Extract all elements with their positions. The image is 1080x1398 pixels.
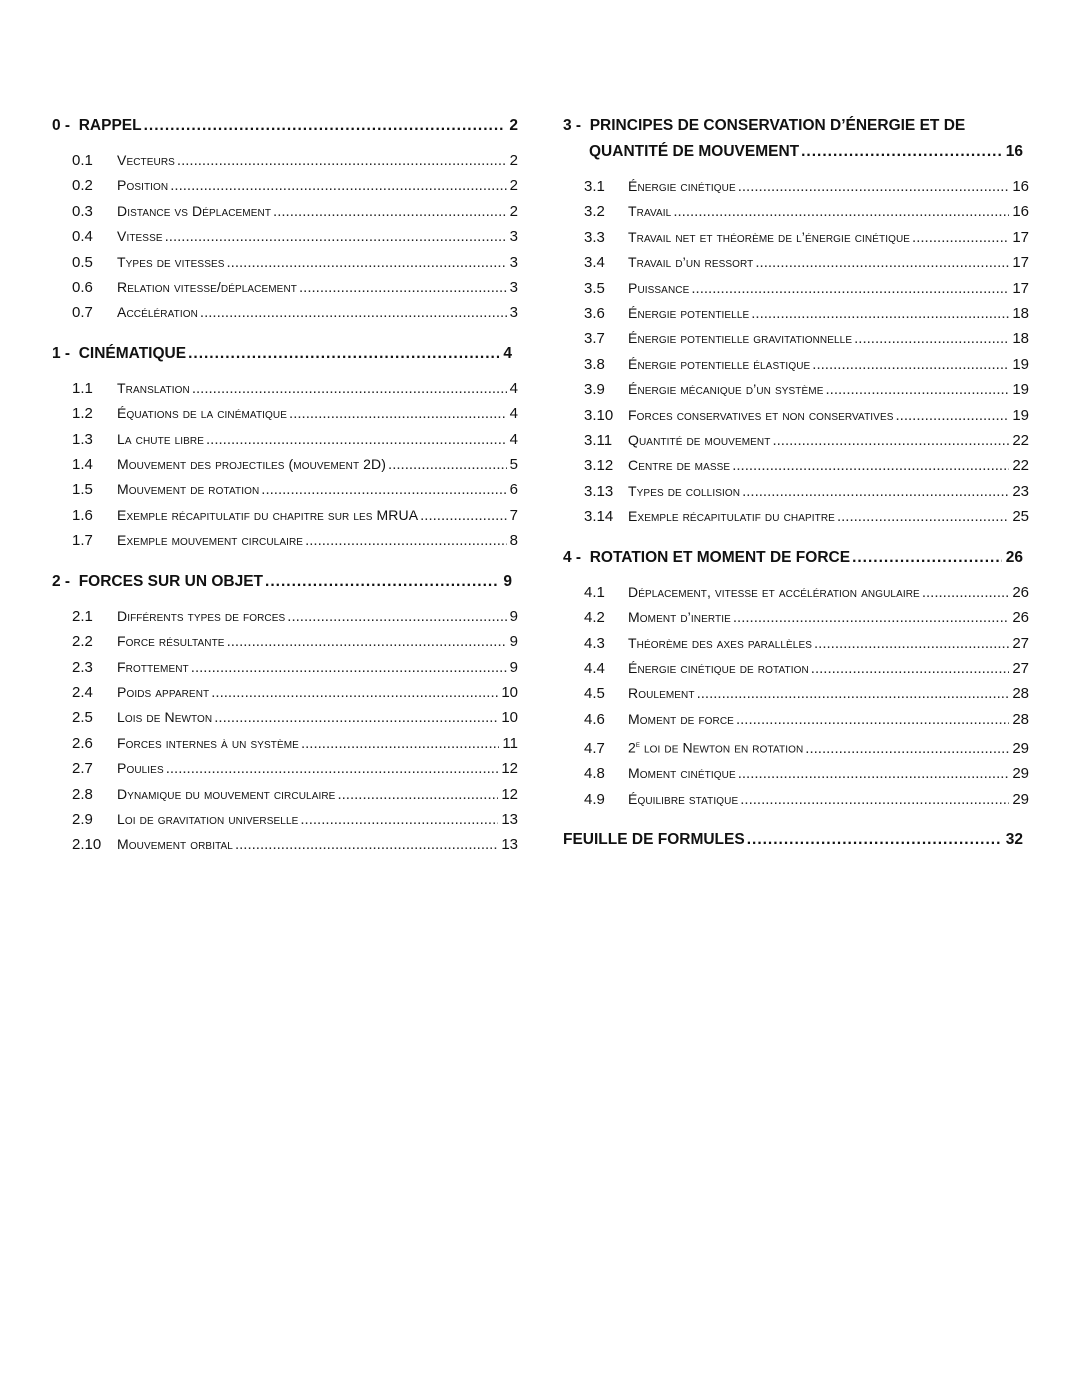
- toc-item[interactable]: [563, 174, 1029, 199]
- item-number: 3.13: [584, 482, 614, 500]
- item-page: 12: [501, 760, 518, 778]
- item-title: Travail: [628, 203, 672, 220]
- item-page: 9: [509, 607, 518, 625]
- item-page: 19: [1012, 406, 1029, 424]
- item-number: 4.1: [584, 583, 605, 601]
- item-number: 4.2: [584, 609, 605, 627]
- item-title: Centre de masse: [628, 457, 731, 474]
- item-title: Loi de gravitation universelle: [117, 810, 299, 827]
- item-number: 2.9: [72, 810, 93, 828]
- chapter-title: CINÉMATIQUE: [78, 344, 187, 362]
- item-number: 1.4: [72, 456, 93, 474]
- dot-leader: [300, 807, 498, 832]
- item-number: 4.8: [584, 765, 605, 783]
- item-title: Roulement: [628, 685, 695, 702]
- dot-leader: [206, 427, 507, 452]
- item-title: Exemple récapitulatif du chapitre: [628, 508, 835, 525]
- dot-leader: [772, 428, 1009, 453]
- dot-leader: [814, 631, 1009, 656]
- item-number: 4.7: [584, 739, 605, 757]
- item-number: 2.7: [72, 760, 93, 778]
- dot-leader: [747, 827, 1002, 853]
- dot-leader: [738, 761, 1010, 786]
- item-page: 29: [1012, 790, 1029, 808]
- toc-item[interactable]: [52, 680, 518, 705]
- item-title: Translation: [117, 379, 190, 396]
- item-number: 1.6: [72, 506, 93, 524]
- dot-leader: [170, 173, 506, 198]
- item-title: Énergie mécanique d’un système: [628, 381, 824, 398]
- item-title: Déplacement, vitesse et accélération angulaire: [628, 583, 920, 600]
- dot-leader: [912, 225, 1009, 250]
- toc-item[interactable]: [563, 352, 1029, 377]
- toc-section-4: [563, 580, 1029, 812]
- item-number: 3.6: [584, 305, 605, 323]
- item-title: Lois de Newton: [117, 709, 213, 726]
- item-page: 29: [1012, 739, 1029, 757]
- toc-item[interactable]: [563, 453, 1029, 478]
- dot-leader: [214, 705, 498, 730]
- dot-leader: [299, 275, 507, 300]
- item-title: Puissance: [628, 279, 690, 296]
- toc-item[interactable]: [563, 580, 1029, 605]
- toc-section-3: [563, 174, 1029, 530]
- toc-item[interactable]: [563, 787, 1029, 812]
- item-title: Exemple mouvement circulaire: [117, 532, 304, 549]
- item-title: Moment cinétique: [628, 765, 736, 782]
- item-title: Vecteurs: [117, 152, 175, 168]
- item-page: 18: [1012, 305, 1029, 323]
- item-title: Travail net et théorème de l’énergie cinétique: [628, 228, 911, 245]
- item-page: 17: [1012, 254, 1029, 272]
- chapter-title-line2: QUANTITÉ DE MOUVEMENT: [589, 143, 800, 160]
- toc-item[interactable]: [563, 225, 1029, 250]
- item-page: 3: [509, 228, 518, 246]
- item-title: Accélération: [117, 304, 198, 321]
- item-number: 2.6: [72, 734, 93, 752]
- chapter-title: RAPPEL: [78, 117, 142, 134]
- dot-leader: [854, 326, 1009, 351]
- toc-item[interactable]: [563, 605, 1029, 630]
- dot-leader: [825, 377, 1009, 402]
- chapter-page: 26: [1005, 548, 1023, 566]
- toc-item[interactable]: [563, 707, 1029, 732]
- item-number: 2.3: [72, 658, 93, 676]
- item-number: 3.7: [584, 330, 605, 348]
- dot-leader: [691, 276, 1009, 301]
- item-title: Mouvement des projectiles (mouvement 2D): [117, 456, 387, 473]
- toc-item[interactable]: [52, 731, 518, 756]
- item-number: 2.1: [72, 607, 93, 625]
- item-title: Théorème des axes parallèles: [628, 634, 813, 651]
- dot-leader: [301, 731, 499, 756]
- item-number: 4.9: [584, 790, 605, 808]
- item-title: Équations de la cinématique: [117, 405, 288, 422]
- item-page: 16: [1012, 178, 1029, 195]
- item-page: 23: [1012, 482, 1029, 500]
- item-title: Forces internes à un système: [117, 734, 299, 751]
- toc-item[interactable]: [52, 173, 518, 198]
- item-page: 28: [1012, 710, 1029, 728]
- toc-item[interactable]: [52, 477, 518, 502]
- item-number: 4.6: [584, 710, 605, 728]
- dot-leader: [165, 224, 507, 249]
- item-title: Différents types de forces: [117, 607, 286, 624]
- chapter-number: 1 -: [52, 344, 71, 362]
- item-title: Exemple récapitulatif du chapitre sur les MRUA: [117, 506, 419, 523]
- item-title: Position: [117, 177, 169, 194]
- item-number: 0.5: [72, 253, 93, 271]
- dot-leader: [732, 453, 1009, 478]
- item-number: 0.2: [72, 177, 93, 195]
- dot-leader: [837, 504, 1009, 529]
- item-title: Énergie cinétique de rotation: [628, 659, 809, 676]
- dot-leader: [227, 250, 507, 275]
- toc-item[interactable]: [52, 401, 518, 426]
- chapter-number: 2 -: [52, 572, 71, 590]
- dot-leader: [740, 787, 1009, 812]
- toc-formulas[interactable]: [563, 827, 1029, 853]
- dot-leader: [261, 477, 506, 502]
- item-title: Types de collision: [628, 482, 741, 499]
- item-title: Moment d’inertie: [628, 609, 731, 626]
- item-title: Équilibre statique: [628, 790, 739, 807]
- toc-left-column: [52, 113, 518, 873]
- dot-leader: [751, 301, 1009, 326]
- item-title: Énergie potentielle élastique: [628, 355, 811, 372]
- toc-chapter-3[interactable]: [563, 113, 1029, 165]
- dot-leader: [812, 352, 1009, 377]
- dot-leader: [738, 174, 1010, 199]
- dot-leader: [755, 250, 1009, 275]
- item-number: 3.9: [584, 381, 605, 399]
- item-number: 3.4: [584, 254, 605, 272]
- item-title: Énergie cinétique: [628, 178, 736, 194]
- item-page: 9: [509, 658, 518, 676]
- item-title: Frottement: [117, 658, 189, 675]
- item-title: Mouvement de rotation: [117, 481, 260, 498]
- item-number: 3.10: [584, 406, 614, 424]
- item-page: 10: [501, 683, 518, 701]
- toc-item[interactable]: [52, 832, 518, 857]
- dot-leader: [801, 139, 1002, 165]
- item-page: 28: [1012, 685, 1029, 703]
- toc-item[interactable]: [563, 504, 1029, 529]
- item-number: 2.10: [72, 836, 102, 854]
- dot-leader: [235, 832, 498, 857]
- item-page: 8: [509, 532, 518, 550]
- item-title: Forces conservatives et non conservatives: [628, 406, 894, 423]
- toc-item[interactable]: [563, 681, 1029, 706]
- toc-item[interactable]: [52, 807, 518, 832]
- dot-leader: [200, 300, 507, 325]
- toc-item[interactable]: [52, 148, 518, 173]
- dot-leader: [144, 113, 506, 139]
- item-number: 2.8: [72, 785, 93, 803]
- toc-section-1: [52, 376, 518, 554]
- item-title: Poids apparent: [117, 683, 210, 700]
- item-number: 3.11: [584, 432, 613, 450]
- item-page: 19: [1012, 381, 1029, 399]
- item-page: 26: [1012, 609, 1029, 627]
- toc-item[interactable]: [52, 528, 518, 553]
- item-title: Distance vs Déplacement: [117, 202, 272, 219]
- dot-leader: [697, 681, 1010, 706]
- item-page: 26: [1012, 583, 1029, 601]
- item-page: 7: [509, 506, 518, 524]
- item-number: 2.2: [72, 633, 93, 651]
- toc-item[interactable]: [52, 376, 518, 401]
- toc-item[interactable]: [563, 479, 1029, 504]
- item-page: 12: [501, 785, 518, 803]
- toc-item[interactable]: [52, 224, 518, 249]
- item-number: 3.14: [584, 508, 614, 526]
- dot-leader: [227, 629, 507, 654]
- chapter-title: FORCES SUR UN OBJET: [78, 572, 264, 590]
- toc-item[interactable]: [52, 300, 518, 325]
- toc-item[interactable]: [52, 250, 518, 275]
- toc-section-0: [52, 148, 518, 326]
- dot-leader: [177, 148, 507, 173]
- item-page: 17: [1012, 279, 1029, 297]
- dot-leader: [289, 401, 507, 426]
- chapter-page: 2: [509, 117, 518, 134]
- toc-item[interactable]: [563, 732, 1029, 761]
- item-page: 4: [509, 379, 518, 397]
- item-number: 0.4: [72, 228, 93, 246]
- item-page: 6: [509, 481, 518, 499]
- dot-leader: [811, 656, 1010, 681]
- item-page: 9: [509, 633, 518, 651]
- item-page: 22: [1012, 457, 1029, 475]
- toc-item[interactable]: [52, 604, 518, 629]
- item-number: 0.1: [72, 152, 93, 169]
- item-number: 1.3: [72, 430, 93, 448]
- toc-item[interactable]: [52, 756, 518, 781]
- toc-item[interactable]: [563, 377, 1029, 402]
- toc-item[interactable]: [563, 326, 1029, 351]
- item-title: Vitesse: [117, 228, 163, 245]
- item-title: Types de vitesses: [117, 253, 225, 270]
- chapter-number: 0 -: [52, 117, 71, 134]
- item-title: Énergie potentielle: [628, 305, 750, 322]
- item-number: 4.3: [584, 634, 605, 652]
- item-page: 13: [501, 836, 518, 854]
- item-number: 4.5: [584, 685, 605, 703]
- dot-leader: [211, 680, 498, 705]
- item-page: 3: [509, 304, 518, 322]
- toc-item[interactable]: [52, 427, 518, 452]
- item-page: 29: [1012, 765, 1029, 783]
- item-title: [628, 732, 803, 761]
- item-page: 10: [501, 709, 518, 727]
- dot-leader: [191, 655, 507, 680]
- item-page: 2: [509, 177, 518, 195]
- item-number: 3.12: [584, 457, 614, 475]
- dot-leader: [388, 452, 507, 477]
- item-page: 3: [509, 279, 518, 297]
- toc-item[interactable]: [52, 452, 518, 477]
- item-number: 3.3: [584, 228, 605, 246]
- item-title: Énergie potentielle gravitationnelle: [628, 330, 853, 347]
- toc-item[interactable]: [52, 199, 518, 224]
- item-page: 2: [509, 202, 518, 220]
- formulas-title: FEUILLE DE FORMULES: [563, 831, 745, 848]
- item-number: 1.2: [72, 405, 93, 423]
- dot-leader: [265, 569, 499, 595]
- dot-leader: [736, 707, 1009, 732]
- item-number: 0.6: [72, 279, 93, 297]
- item-page: 11: [502, 734, 518, 752]
- toc-item[interactable]: [52, 655, 518, 680]
- toc-chapter-4[interactable]: [563, 545, 1029, 571]
- dot-leader: [852, 545, 1002, 571]
- toc-item[interactable]: [563, 656, 1029, 681]
- dot-leader: [337, 782, 498, 807]
- item-page: 2: [509, 152, 518, 169]
- item-page: 16: [1012, 203, 1029, 221]
- item-title: Force résultante: [117, 633, 225, 650]
- dot-leader: [420, 503, 507, 528]
- item-title: Poulies: [117, 760, 164, 777]
- dot-leader: [166, 756, 499, 781]
- toc-item[interactable]: [563, 403, 1029, 428]
- item-title: Relation vitesse/déplacement: [117, 279, 297, 296]
- item-title: La chute libre: [117, 430, 204, 447]
- dot-leader: [922, 580, 1010, 605]
- chapter-page: 9: [503, 572, 512, 590]
- toc-item[interactable]: [52, 275, 518, 300]
- dot-leader: [733, 605, 1009, 630]
- dot-leader: [805, 736, 1009, 761]
- item-number: 2.5: [72, 709, 93, 727]
- toc-item[interactable]: [52, 503, 518, 528]
- item-title: Moment de force: [628, 710, 734, 727]
- item-page: 5: [509, 456, 518, 474]
- item-number: 4.4: [584, 659, 605, 677]
- dot-leader: [305, 528, 507, 553]
- ordinal-number: 2: [628, 739, 636, 756]
- item-page: 17: [1012, 228, 1029, 246]
- item-number: 3.8: [584, 355, 605, 373]
- toc-right-column: [563, 113, 1029, 853]
- item-title: Quantité de mouvement: [628, 432, 771, 449]
- dot-leader: [273, 199, 507, 224]
- toc-item[interactable]: [563, 428, 1029, 453]
- item-page: 27: [1012, 659, 1029, 677]
- item-number: 1.1: [72, 379, 93, 397]
- item-page: 27: [1012, 634, 1029, 652]
- dot-leader: [895, 403, 1009, 428]
- chapter-page: 16: [1005, 143, 1023, 160]
- dot-leader: [673, 199, 1009, 224]
- item-title-text: loi de Newton en rotation: [644, 739, 804, 756]
- toc-item[interactable]: [563, 199, 1029, 224]
- item-number: 0.7: [72, 304, 93, 322]
- toc-section-2: [52, 604, 518, 858]
- item-number: 1.7: [72, 532, 93, 550]
- item-number: 2.4: [72, 683, 93, 701]
- chapter-title-line1: PRINCIPES DE CONSERVATION D’ÉNERGIE ET DE: [589, 117, 966, 134]
- toc-item[interactable]: [52, 629, 518, 654]
- item-title: Travail d’un ressort: [628, 254, 754, 271]
- toc-item[interactable]: [52, 782, 518, 807]
- toc-chapter-0[interactable]: [52, 113, 518, 139]
- dot-leader: [192, 376, 507, 401]
- item-title: Dynamique du mouvement circulaire: [117, 785, 336, 802]
- toc-item[interactable]: [563, 631, 1029, 656]
- item-page: 4: [509, 405, 518, 423]
- item-number: 3.5: [584, 279, 605, 297]
- toc-chapter-2[interactable]: [52, 569, 518, 595]
- chapter-title: ROTATION ET MOMENT DE FORCE: [589, 548, 851, 566]
- item-page: 19: [1012, 355, 1029, 373]
- item-page: 13: [501, 810, 518, 828]
- toc-item[interactable]: [563, 250, 1029, 275]
- dot-leader: [742, 479, 1009, 504]
- item-page: 25: [1012, 508, 1029, 526]
- dot-leader: [188, 341, 499, 367]
- item-number: 1.5: [72, 481, 93, 499]
- item-title: Mouvement orbital: [117, 836, 233, 853]
- item-page: 22: [1012, 432, 1029, 450]
- item-number: 0.3: [72, 202, 93, 220]
- formulas-page: 32: [1005, 831, 1023, 848]
- item-page: 18: [1012, 330, 1029, 348]
- item-page: 4: [509, 430, 518, 448]
- toc-item[interactable]: [52, 705, 518, 730]
- toc-item[interactable]: [563, 761, 1029, 786]
- toc-item[interactable]: [563, 276, 1029, 301]
- item-page: 3: [509, 253, 518, 271]
- toc-chapter-1[interactable]: [52, 341, 518, 367]
- item-number: 3.2: [584, 203, 605, 221]
- dot-leader: [287, 604, 506, 629]
- ordinal-suffix: e: [635, 740, 640, 750]
- chapter-number: 4 -: [563, 548, 582, 566]
- toc-item[interactable]: [563, 301, 1029, 326]
- item-number: 3.1: [584, 178, 605, 195]
- chapter-number: 3 -: [563, 117, 582, 134]
- chapter-page: 4: [503, 344, 512, 362]
